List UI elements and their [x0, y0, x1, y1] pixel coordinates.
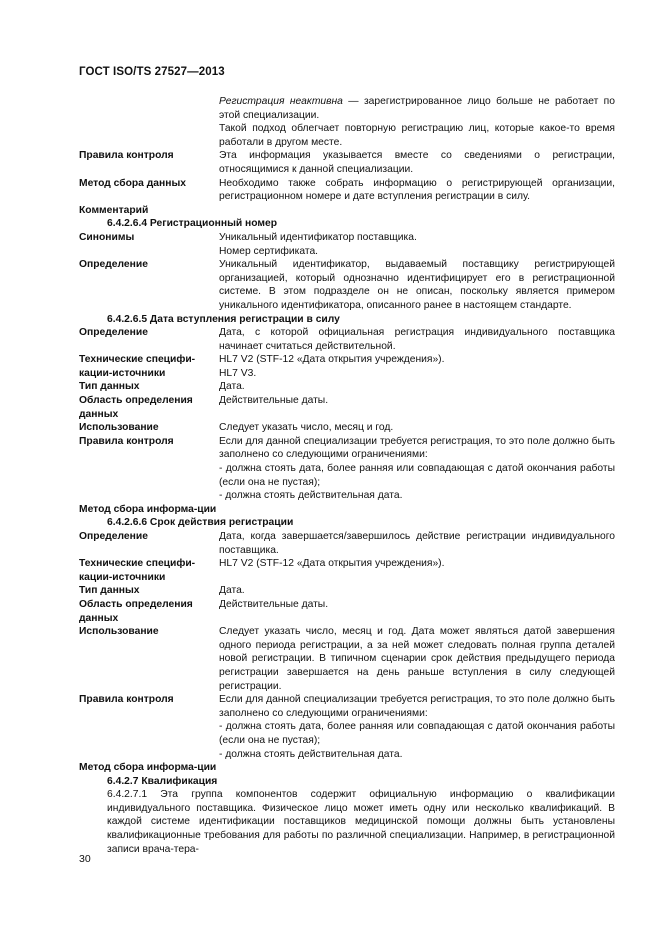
value-line: Действительные даты.	[219, 598, 329, 610]
field-value: Необходимо также собрать информацию о регистрирующей организации, регистрационном номере и дате вступления регистрации в силу.	[219, 177, 615, 203]
field-row	[79, 598, 615, 625]
field-label: Тип данных	[79, 585, 140, 597]
field-value	[219, 761, 615, 775]
field-label: Комментарий	[79, 204, 149, 216]
field-value: Эта информация указывается вместе со сведениями о регистрации, относящимися к данной специализации.	[219, 150, 615, 175]
synonym-item: Номер сертификата.	[219, 245, 319, 257]
field-value	[219, 584, 615, 598]
value-line: - должна стоять дата, более ранняя или совпадающая с датой окончания работы (если она не пустая);	[219, 463, 615, 488]
field-label: Технические специфи-кации-источники	[79, 558, 196, 583]
field-value: Уникальный идентификатор, выдаваемый поставщику регистрирующей организацией, который однозначно идентифицирует его в регистрационной системе. В этом подразделе он не описан, поскольку является примером уникального идентификатора, описанного ранее в настоящем стандарте.	[219, 259, 615, 311]
section-heading-expiry-date: 6.4.2.6.6 Срок действия регистрации	[107, 517, 294, 529]
field-label: Технические специфи-кации-источники	[79, 354, 196, 379]
field-label: Синонимы	[79, 231, 135, 243]
field-label: Область определения данных	[79, 395, 193, 420]
field-row	[79, 435, 615, 503]
value-line: - должна стоять действительная дата.	[219, 748, 403, 760]
field-label: Определение	[79, 259, 148, 271]
document-header: ГОСТ ISO/TS 27527—2013	[79, 66, 225, 78]
field-value	[219, 693, 615, 761]
field-label: Правила контроля	[79, 150, 174, 162]
field-value	[219, 353, 615, 380]
field-row	[79, 353, 615, 380]
field-row	[79, 231, 615, 258]
value-line: HL7 V3.	[219, 367, 257, 379]
value-line: Дата.	[219, 585, 245, 597]
field-label: Метод сбора информа-ции	[79, 762, 217, 774]
synonym-item: Уникальный идентификатор поставщика.	[219, 231, 417, 243]
field-value	[219, 435, 615, 503]
field-row	[79, 149, 615, 176]
field-value	[219, 625, 615, 693]
field-row	[79, 380, 615, 394]
value-line: - должна стоять дата, более ранняя или совпадающая с датой окончания работы (если она не пустая);	[219, 721, 615, 746]
field-label: Использование	[79, 422, 159, 434]
field-row	[79, 177, 615, 204]
section-heading-effective-date: 6.4.2.6.5 Дата вступления регистрации в силу	[107, 313, 340, 325]
section2-rows	[79, 326, 615, 516]
value-line: Следует указать число, месяц и год.	[219, 422, 394, 434]
field-label: Метод сбора информа-ции	[79, 503, 217, 515]
field-row	[79, 503, 615, 517]
page-number: 30	[79, 853, 91, 865]
field-row	[79, 258, 615, 312]
field-label: Область определения данных	[79, 598, 193, 624]
section-heading-qualification: 6.4.2.7 Квалификация	[107, 775, 218, 787]
re-registration-note: Такой подход облегчает повторную регистрацию лиц, которые какое-то время работали в другом месте.	[219, 123, 615, 148]
value-line: Действительные даты.	[219, 395, 329, 407]
section-heading-registration-number: 6.4.2.6.4 Регистрационный номер	[107, 218, 278, 230]
field-row	[79, 204, 615, 218]
field-label: Определение	[79, 531, 148, 542]
field-row	[79, 530, 615, 557]
field-label: Правила контроля	[79, 694, 174, 706]
field-label: Метод сбора данных	[79, 177, 186, 189]
status-inactive-text: Регистрация неактивна — зарегистрированное лицо больше не работает по этой специализации.	[219, 96, 615, 121]
field-label: Определение	[79, 327, 148, 339]
field-value	[219, 394, 615, 421]
document-body	[79, 95, 615, 856]
value-line: - должна стоять действительная дата.	[219, 490, 403, 502]
field-value	[219, 380, 615, 394]
value-line: HL7 V2 (STF-12 «Дата открытия учреждения»).	[219, 354, 445, 366]
field-label: Правила контроля	[79, 435, 174, 447]
field-row	[79, 584, 615, 598]
field-row	[79, 557, 615, 584]
value-line: Следует указать число, месяц и год. Дата может являться датой завершения одного периода регистрации, а за ней может следовать полная группа деталей новой регистрации. В типичном сценарии срок действия предыдущего периода регистрации завершается на день раньше вступления в силу следующей регистрации.	[219, 626, 615, 692]
value-line: Дата, с которой официальная регистрация индивидуального поставщика начинает считаться действительной.	[219, 327, 615, 352]
field-row	[79, 394, 615, 421]
field-row	[79, 421, 615, 435]
field-value	[219, 598, 615, 625]
field-value	[219, 557, 615, 584]
value-line: Если для данной специализации требуется регистрация, то это поле должно быть заполнено со следующими ограничениями:	[219, 694, 615, 719]
continuation-block	[79, 95, 615, 149]
value-line: Дата.	[219, 381, 245, 393]
field-label: Использование	[79, 626, 159, 638]
field-value	[219, 326, 615, 353]
field-value	[219, 421, 615, 435]
field-value	[219, 204, 615, 218]
field-row	[79, 761, 615, 775]
value-line: HL7 V2 (STF-12 «Дата открытия учреждения»).	[219, 558, 445, 570]
field-row	[79, 625, 615, 693]
field-value	[219, 530, 615, 557]
section3-rows	[79, 530, 615, 775]
qualification-paragraph: 6.4.2.7.1 Эта группа компонентов содержит официальную информацию о квалификации индивидуального поставщика. Физическое лицо может иметь одну или несколько квалификаций. В каждой системе идентификации поставщиков медицинской помощи должны быть установлены квалификационные требования для работы по различной специализации. Например, в регистрационной записи врача-тера-	[107, 789, 615, 855]
field-row	[79, 693, 615, 761]
field-value	[219, 503, 615, 517]
value-line: Если для данной специализации требуется регистрация, то это поле должно быть заполнено со следующими ограничениями:	[219, 435, 615, 461]
field-row	[79, 326, 615, 353]
field-label: Тип данных	[79, 381, 140, 393]
value-line: Дата, когда завершается/завершилось действие регистрации индивидуального поставщика.	[219, 531, 615, 556]
